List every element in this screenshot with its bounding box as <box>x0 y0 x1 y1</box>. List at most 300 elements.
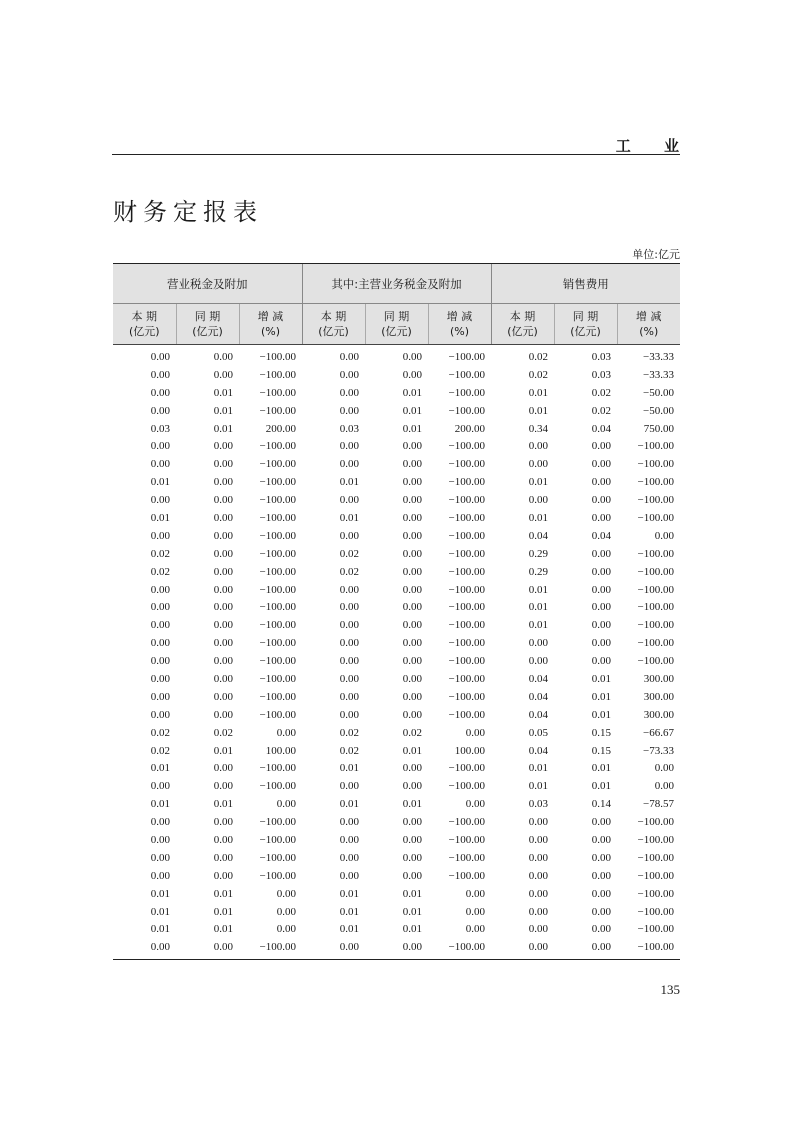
table-cell: 0.00 <box>528 816 548 829</box>
table-cell: 0.00 <box>402 762 422 775</box>
unit-label: 单位:亿元 <box>632 248 680 261</box>
table-cell: 0.01 <box>150 887 170 900</box>
table-cell: 0.00 <box>402 708 422 721</box>
table-cell: 0.00 <box>150 851 170 864</box>
table-cell: 0.00 <box>339 458 359 471</box>
table-cell: 0.03 <box>339 422 359 435</box>
table-cell: 0.00 <box>213 601 233 614</box>
table-cell: 0.00 <box>402 601 422 614</box>
column-header <box>365 304 428 345</box>
column-header <box>302 304 365 345</box>
table-row <box>113 473 680 491</box>
table-row <box>113 903 680 921</box>
table-cell: 0.01 <box>591 762 611 775</box>
table-cell: 0.00 <box>213 780 233 793</box>
table-cell: −100.00 <box>637 619 674 632</box>
column-header-unit: (亿元) <box>570 325 601 338</box>
table-cell: 0.01 <box>150 923 170 936</box>
table-cell: 0.00 <box>591 601 611 614</box>
table-cell: 0.00 <box>150 386 170 399</box>
table-cell: 0.00 <box>591 547 611 560</box>
table-cell: 0.01 <box>339 762 359 775</box>
table-cell: 0.00 <box>491 938 554 959</box>
table-cell: 0.00 <box>150 780 170 793</box>
table-cell: 0.02 <box>339 547 359 560</box>
table-cell: 0.00 <box>402 458 422 471</box>
table-cell: 0.01 <box>591 690 611 703</box>
column-header-name: 同 期 <box>572 310 599 323</box>
table-cell: −100.00 <box>259 458 296 471</box>
table-cell: 0.00 <box>150 601 170 614</box>
table-cell: 0.00 <box>339 708 359 721</box>
table-cell: 0.00 <box>591 440 611 453</box>
column-header-unit: (亿元) <box>381 325 412 338</box>
table-cell: 0.00 <box>591 923 611 936</box>
table-cell: 0.15 <box>591 744 611 757</box>
table-cell: 0.00 <box>339 655 359 668</box>
table-cell: 0.01 <box>528 601 548 614</box>
table-cell: 0.00 <box>402 655 422 668</box>
table-cell: 0.00 <box>465 798 485 811</box>
table-cell: 0.00 <box>213 690 233 703</box>
table-cell: −50.00 <box>643 404 674 417</box>
header-rule <box>112 154 680 155</box>
table-cell: −100.00 <box>448 350 485 363</box>
table-row <box>113 921 680 939</box>
table-cell: −78.57 <box>643 798 674 811</box>
table-cell: −100.00 <box>259 708 296 721</box>
table-cell: 0.00 <box>339 780 359 793</box>
table-cell: 0.00 <box>591 458 611 471</box>
table-cell: 0.00 <box>339 368 359 381</box>
table-cell: −100.00 <box>637 511 674 524</box>
column-header <box>176 304 239 345</box>
table-cell: 0.01 <box>402 386 422 399</box>
table-cell: −100.00 <box>637 851 674 864</box>
table-cell: 200.00 <box>265 422 296 435</box>
table-cell: −100.00 <box>637 923 674 936</box>
table-row <box>113 795 680 813</box>
table-cell: 0.01 <box>339 905 359 918</box>
table-cell: −100.00 <box>259 350 296 363</box>
table-cell: 0.03 <box>528 798 548 811</box>
table-cell: 0.00 <box>528 905 548 918</box>
table-cell: 0.01 <box>528 386 548 399</box>
group-header-sales-expense: 销售费用 <box>491 264 680 304</box>
table-cell: −33.33 <box>643 368 674 381</box>
table-cell: 0.00 <box>591 816 611 829</box>
table-cell: 0.00 <box>213 583 233 596</box>
table-cell: 0.00 <box>465 726 485 739</box>
table-row <box>113 759 680 777</box>
table-cell: 0.01 <box>528 511 548 524</box>
table-cell: −100.00 <box>448 368 485 381</box>
table-cell: 0.00 <box>591 655 611 668</box>
table-cell: −100.00 <box>259 816 296 829</box>
table-cell: 0.01 <box>213 386 233 399</box>
financial-report-table <box>113 263 680 960</box>
table-cell: 0.01 <box>528 762 548 775</box>
table-cell: 0.02 <box>339 565 359 578</box>
table-cell: 0.00 <box>402 440 422 453</box>
table-cell: −100.00 <box>637 887 674 900</box>
table-cell: −100.00 <box>259 762 296 775</box>
table-cell: 0.00 <box>213 637 233 650</box>
table-cell: −100.00 <box>259 672 296 685</box>
table-cell: 0.00 <box>402 565 422 578</box>
table-cell: −100.00 <box>259 690 296 703</box>
table-cell: 0.00 <box>213 565 233 578</box>
table-cell: 0.04 <box>591 529 611 542</box>
table-cell: −100.00 <box>448 440 485 453</box>
table-cell: 0.01 <box>339 476 359 489</box>
table-cell: −100.00 <box>637 458 674 471</box>
table-cell: 0.00 <box>213 816 233 829</box>
table-cell: 0.00 <box>402 494 422 507</box>
table-cell: −100.00 <box>448 619 485 632</box>
table-cell: 0.00 <box>150 833 170 846</box>
table-cell: −100.00 <box>637 637 674 650</box>
table-row <box>113 402 680 420</box>
table-cell: 0.00 <box>302 938 365 959</box>
table-cell: 0.00 <box>276 905 296 918</box>
table-row <box>113 384 680 402</box>
table-cell: 0.00 <box>213 458 233 471</box>
table-cell: 0.00 <box>339 869 359 882</box>
table-cell: 0.01 <box>528 476 548 489</box>
table-cell: 0.00 <box>465 905 485 918</box>
column-header-unit: (亿元) <box>318 325 349 338</box>
table-cell: 0.01 <box>591 708 611 721</box>
column-header-name: 本 期 <box>320 310 347 323</box>
table-row <box>113 634 680 652</box>
table-cell: 0.00 <box>150 368 170 381</box>
table-cell: −100.00 <box>259 851 296 864</box>
table-cell: 0.00 <box>213 476 233 489</box>
table-cell: 0.00 <box>213 440 233 453</box>
table-cell: −100.00 <box>448 672 485 685</box>
table-cell: 0.00 <box>339 583 359 596</box>
table-cell: 0.00 <box>150 350 170 363</box>
column-header-unit: (%) <box>449 325 470 338</box>
table-cell: 0.01 <box>402 404 422 417</box>
table-cell: −100.00 <box>637 869 674 882</box>
table-cell: 0.03 <box>591 350 611 363</box>
table-cell: 300.00 <box>643 690 674 703</box>
table-row <box>113 491 680 509</box>
table-row <box>113 545 680 563</box>
table-cell: 0.00 <box>402 511 422 524</box>
table-row <box>113 831 680 849</box>
table-cell: 0.00 <box>213 350 233 363</box>
column-header-name: 增 减 <box>446 310 473 323</box>
table-cell: 0.01 <box>402 744 422 757</box>
table-cell: 0.00 <box>654 529 674 542</box>
table-cell: −100.00 <box>448 762 485 775</box>
table-cell: 0.05 <box>528 726 548 739</box>
table-cell: 0.00 <box>150 655 170 668</box>
table-row <box>113 849 680 867</box>
table-cell: 0.00 <box>276 923 296 936</box>
table-cell: 0.04 <box>528 744 548 757</box>
table-cell: 0.00 <box>213 494 233 507</box>
table-cell: 100.00 <box>265 744 296 757</box>
table-cell: 0.00 <box>176 938 239 959</box>
table-cell: 0.00 <box>339 637 359 650</box>
table-cell: 0.01 <box>213 798 233 811</box>
column-header-name: 本 期 <box>509 310 536 323</box>
table-cell: 0.00 <box>591 494 611 507</box>
table-cell: 200.00 <box>454 422 485 435</box>
table-cell: 0.01 <box>150 762 170 775</box>
table-row <box>113 581 680 599</box>
column-header <box>617 304 680 345</box>
table-cell: 0.01 <box>591 672 611 685</box>
table-row <box>113 670 680 688</box>
table-cell: 0.00 <box>213 655 233 668</box>
table-cell: 0.02 <box>339 726 359 739</box>
table-cell: −100.00 <box>448 529 485 542</box>
table-cell: 0.00 <box>339 833 359 846</box>
table-cell: 0.00 <box>150 404 170 417</box>
table-cell: −33.33 <box>643 350 674 363</box>
table-cell: 0.00 <box>402 583 422 596</box>
table-cell: −100.00 <box>239 938 302 959</box>
table-row <box>113 366 680 384</box>
table-cell: 0.00 <box>591 851 611 864</box>
table-cell: 0.00 <box>213 672 233 685</box>
table-cell: −100.00 <box>448 476 485 489</box>
table-row <box>113 420 680 438</box>
table-row <box>113 345 680 366</box>
table-cell: 0.00 <box>554 938 617 959</box>
table-row <box>113 688 680 706</box>
table-cell: 0.01 <box>213 923 233 936</box>
table-cell: −100.00 <box>448 708 485 721</box>
table-cell: 0.01 <box>339 923 359 936</box>
table-cell: 0.04 <box>591 422 611 435</box>
table-cell: 0.01 <box>402 923 422 936</box>
table-cell: −100.00 <box>637 565 674 578</box>
table-cell: −100.00 <box>448 637 485 650</box>
table-cell: 0.00 <box>150 494 170 507</box>
table-cell: −100.00 <box>448 851 485 864</box>
table-cell: 0.01 <box>528 583 548 596</box>
table-cell: 0.29 <box>528 547 548 560</box>
table-cell: 0.00 <box>213 547 233 560</box>
table-cell: −100.00 <box>259 833 296 846</box>
table-cell: 0.02 <box>591 404 611 417</box>
table-cell: 0.01 <box>339 798 359 811</box>
table-cell: −100.00 <box>448 601 485 614</box>
table-row <box>113 724 680 742</box>
table-cell: 100.00 <box>454 744 485 757</box>
table-cell: −100.00 <box>259 780 296 793</box>
column-header <box>491 304 554 345</box>
table-cell: 0.00 <box>402 780 422 793</box>
table-row <box>113 777 680 795</box>
table-cell: 0.01 <box>213 422 233 435</box>
table-cell: 0.01 <box>213 887 233 900</box>
table-cell: −100.00 <box>637 494 674 507</box>
table-cell: 0.00 <box>339 529 359 542</box>
table-cell: 0.00 <box>654 780 674 793</box>
table-cell: −100.00 <box>259 565 296 578</box>
table-cell: 0.00 <box>591 887 611 900</box>
table-cell: 0.00 <box>276 798 296 811</box>
table-cell: 0.01 <box>339 511 359 524</box>
table-row <box>113 938 680 959</box>
table-cell: 0.00 <box>528 887 548 900</box>
table-cell: 0.00 <box>339 619 359 632</box>
table-cell: 0.01 <box>402 422 422 435</box>
table-cell: 0.00 <box>528 851 548 864</box>
table-cell: 0.03 <box>591 368 611 381</box>
table-cell: −100.00 <box>259 547 296 560</box>
table-cell: 0.00 <box>339 386 359 399</box>
table-cell: 0.00 <box>402 350 422 363</box>
table-cell: 0.00 <box>339 601 359 614</box>
table-cell: −100.00 <box>637 583 674 596</box>
table-cell: 0.00 <box>150 690 170 703</box>
table-row <box>113 867 680 885</box>
table-cell: 0.01 <box>528 780 548 793</box>
table-cell: 0.02 <box>150 547 170 560</box>
column-header-unit: (%) <box>260 325 281 338</box>
table-cell: −100.00 <box>448 511 485 524</box>
table-row <box>113 455 680 473</box>
table-cell: −100.00 <box>637 476 674 489</box>
table-cell: 0.00 <box>150 816 170 829</box>
table-cell: 0.00 <box>402 851 422 864</box>
table-cell: 0.01 <box>213 905 233 918</box>
table-cell: −100.00 <box>448 547 485 560</box>
table-cell: 0.00 <box>213 851 233 864</box>
table-cell: 0.00 <box>150 619 170 632</box>
table-cell: 0.04 <box>528 529 548 542</box>
table-cell: 0.00 <box>339 404 359 417</box>
table-cell: 0.00 <box>339 690 359 703</box>
table-row <box>113 598 680 616</box>
table-cell: 0.00 <box>150 637 170 650</box>
table-cell: 0.00 <box>339 440 359 453</box>
table-cell: −100.00 <box>448 690 485 703</box>
table-cell: −100.00 <box>637 547 674 560</box>
table-cell: 0.01 <box>402 905 422 918</box>
table-cell: −100.00 <box>448 816 485 829</box>
table-cell: 0.00 <box>339 672 359 685</box>
table-cell: 0.01 <box>591 780 611 793</box>
table-cell: 0.00 <box>591 511 611 524</box>
table-cell: 0.00 <box>213 511 233 524</box>
table-cell: 0.00 <box>465 923 485 936</box>
table-cell: 0.00 <box>528 655 548 668</box>
table-cell: 0.00 <box>528 923 548 936</box>
table-cell: 0.00 <box>339 494 359 507</box>
table-cell: 0.00 <box>402 547 422 560</box>
table-cell: 0.00 <box>591 905 611 918</box>
table-cell: 0.00 <box>150 458 170 471</box>
table-cell: −100.00 <box>259 529 296 542</box>
column-header-name: 本 期 <box>131 310 157 323</box>
column-header <box>554 304 617 345</box>
table-cell: 0.00 <box>402 869 422 882</box>
table-cell: 0.02 <box>339 744 359 757</box>
table-cell: 0.01 <box>402 887 422 900</box>
table-cell: −100.00 <box>259 583 296 596</box>
table-cell: −100.00 <box>637 905 674 918</box>
table-cell: 0.04 <box>528 690 548 703</box>
column-header-name: 同 期 <box>194 310 221 323</box>
table-cell: 0.00 <box>591 565 611 578</box>
column-header-unit: (亿元) <box>128 325 160 338</box>
table-row <box>113 885 680 903</box>
table-cell: 0.00 <box>528 833 548 846</box>
table-cell: 0.02 <box>213 726 233 739</box>
table-cell: −100.00 <box>259 869 296 882</box>
table-row <box>113 509 680 527</box>
table-cell: −100.00 <box>448 869 485 882</box>
column-header <box>113 304 176 345</box>
table-cell: 0.00 <box>339 350 359 363</box>
table-cell: 0.00 <box>591 619 611 632</box>
column-header-unit: (亿元) <box>507 325 538 338</box>
table-cell: 0.00 <box>402 672 422 685</box>
table-cell: 0.00 <box>150 708 170 721</box>
table-cell: 0.00 <box>213 869 233 882</box>
table-cell: 0.00 <box>591 583 611 596</box>
table-row <box>113 437 680 455</box>
table-cell: 0.00 <box>402 529 422 542</box>
table-cell: 0.15 <box>591 726 611 739</box>
page-number: 135 <box>660 982 680 997</box>
table-cell: 0.04 <box>528 672 548 685</box>
table-cell: −100.00 <box>448 583 485 596</box>
column-header-unit: (%) <box>639 325 659 338</box>
table-cell: −100.00 <box>259 440 296 453</box>
table-cell: 0.02 <box>150 565 170 578</box>
table-cell: 750.00 <box>643 422 674 435</box>
table-cell: 0.00 <box>213 368 233 381</box>
table-cell: 0.01 <box>528 619 548 632</box>
table-cell: −100.00 <box>259 386 296 399</box>
table-cell: −100.00 <box>428 938 491 959</box>
table-cell: −100.00 <box>259 476 296 489</box>
table-cell: 0.00 <box>402 833 422 846</box>
table-cell: −73.33 <box>643 744 674 757</box>
table-cell: 0.00 <box>528 440 548 453</box>
column-header-name: 增 减 <box>636 310 662 323</box>
column-header <box>428 304 491 345</box>
table-row <box>113 616 680 634</box>
table-cell: 0.02 <box>150 726 170 739</box>
table-row <box>113 742 680 760</box>
table-cell: −100.00 <box>448 386 485 399</box>
table-cell: 0.00 <box>150 529 170 542</box>
table-cell: 0.00 <box>150 583 170 596</box>
table-cell: 0.00 <box>654 762 674 775</box>
table-cell: −100.00 <box>259 619 296 632</box>
table-cell: 0.01 <box>339 887 359 900</box>
table-cell: 0.00 <box>113 938 176 959</box>
table-cell: −100.00 <box>637 440 674 453</box>
table-cell: −100.00 <box>448 780 485 793</box>
table-cell: 300.00 <box>643 672 674 685</box>
table-cell: 0.00 <box>276 726 296 739</box>
table-cell: −100.00 <box>448 655 485 668</box>
table-row <box>113 527 680 545</box>
table-cell: 0.00 <box>591 476 611 489</box>
